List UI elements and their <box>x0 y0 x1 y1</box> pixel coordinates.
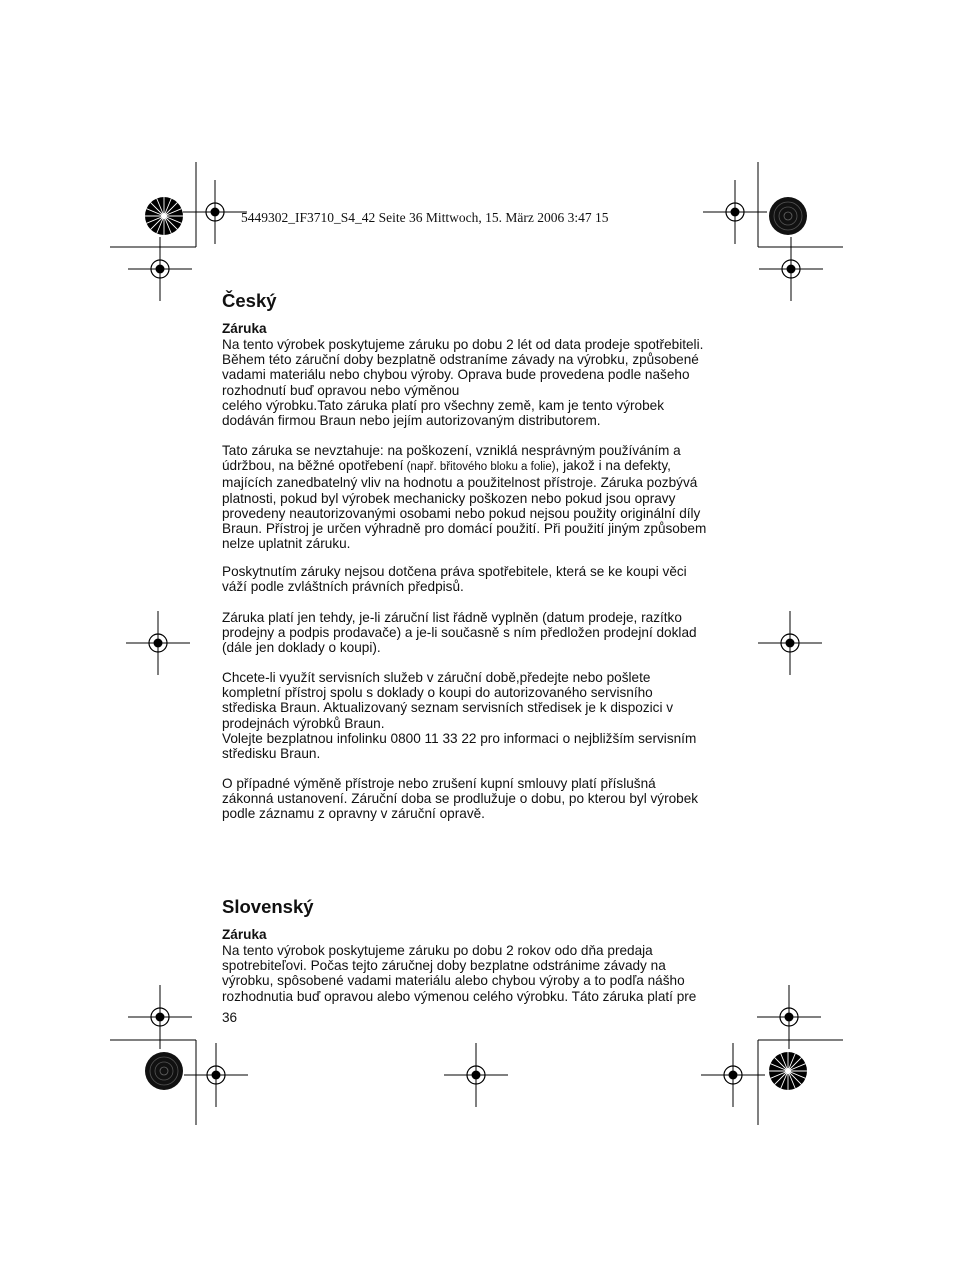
text-line: prodejnách výrobků Braun. <box>222 715 385 731</box>
text-line: zákonná ustanovení. Záruční doba se prodlužuje o dobu, po kterou byl výrobek <box>222 791 699 807</box>
subheading-warranty-czech: Záruka <box>222 321 267 336</box>
text-line: Poskytnutím záruky nejsou dotčena práva spotřebitele, která se ke koupi věci <box>222 564 687 579</box>
text-line: Na tento výrobek poskytujeme záruku po dobu 2 lét od data prodeje spotřebiteli. <box>222 337 704 352</box>
text-line: Záruka platí jen tehdy, je-li záruční list řádně vyplněn (datum prodeje, razítko <box>222 610 682 625</box>
text-line: váží podle zvláštních právních předpisů. <box>222 579 464 595</box>
text-line: prodejny a podpis prodavače) a je-li současně s ním předložen prodejní doklad <box>222 625 697 641</box>
text-line: provedeny neautorizovanými osobami nebo pokud nejsou použity originální díly <box>222 505 701 521</box>
paragraph <box>222 564 742 594</box>
text-line: rozhodnutia buď opravou alebo výmenou celého výrobku. Táto záruka platí pre <box>222 988 697 1004</box>
subheading-warranty-slovak: Záruka <box>222 927 267 942</box>
text-fragment: údržbou, na běžné opotřebení <box>222 458 404 474</box>
text-fragment-small: (např. břitového bloku a folie) <box>403 461 556 474</box>
text-line: majících zanedbatelný vliv na hodnotu a použitelnost přístroje. Záruka pozbývá <box>222 475 698 491</box>
text-line: vadami materiálu nebo chybou výroby. Oprava bude provedena podle našeho <box>222 367 690 383</box>
page-number: 36 <box>222 1010 238 1025</box>
text-line: Tato záruka se nevztahuje: na poškození, vzniklá nesprávným používáním a <box>222 443 681 458</box>
text-line: výrobku, spôsobené vadami materiálu alebo chybou výroby a to podľa nášho <box>222 973 685 989</box>
text-line: Volejte bezplatnou infolinku 0800 11 33 22 pro informaci o nejbližším servisním <box>222 730 697 746</box>
paragraph <box>222 776 742 822</box>
text-line: celého výrobku.Tato záruka platí pro všechny země, kam je tento výrobek <box>222 397 665 413</box>
text-line: kompletní přístroj spolu s doklady o koupi do autorizovaného servisního <box>222 685 653 701</box>
section-heading-slovak: Slovenský <box>222 896 314 917</box>
paragraph <box>222 337 742 428</box>
text-line: spotrebiteľovi. Počas tejto záručnej doby bezplatne odstránime závady na <box>222 958 666 974</box>
text-line: Během této záruční doby bezplatně odstraníme závady na výrobku, způsobené <box>222 352 699 368</box>
text-line: Braun. Přístroj je určen výhradně pro domácí použití. Při použití jiným způsobem <box>222 521 707 537</box>
text-line <box>222 458 742 475</box>
paragraph <box>222 443 742 551</box>
text-line: O případné výměně přístroje nebo zrušení kupní smlouvy platí příslušná <box>222 776 656 791</box>
text-line: střediska Braun. Aktualizovaný seznam servisních středisek je k dispozici v <box>222 700 674 716</box>
text-line: podle záznamu z opravny v záruční opravě. <box>222 806 485 822</box>
text-line: Chcete-li využít servisních služeb v záruční době,předejte nebo pošlete <box>222 670 651 685</box>
text-line: platnosti, pokud byl výrobek mechanicky poškozen nebo pokud jsou opravy <box>222 490 676 506</box>
paragraph <box>222 670 742 761</box>
paragraph <box>222 943 742 1004</box>
text-line: středisku Braun. <box>222 746 321 762</box>
text-line: dodáván firmou Braun nebo jejím autorizovaným distributorem. <box>222 413 601 429</box>
text-line: Na tento výrobok poskytujeme záruku po dobu 2 rokov odo dňa predaja <box>222 943 653 958</box>
text-fragment: , jakož i na defekty, <box>555 458 671 474</box>
section-heading-czech: Český <box>222 290 277 311</box>
paragraph <box>222 610 742 656</box>
text-line: nelze uplatnit záruku. <box>222 536 351 552</box>
text-line: rozhodnutí buď opravou nebo výměnou <box>222 382 460 398</box>
text-line: (dále jen doklady o koupi). <box>222 640 381 656</box>
print-header: 5449302_IF3710_S4_42 Seite 36 Mittwoch, 15. März 2006 3:47 15 <box>241 210 609 225</box>
